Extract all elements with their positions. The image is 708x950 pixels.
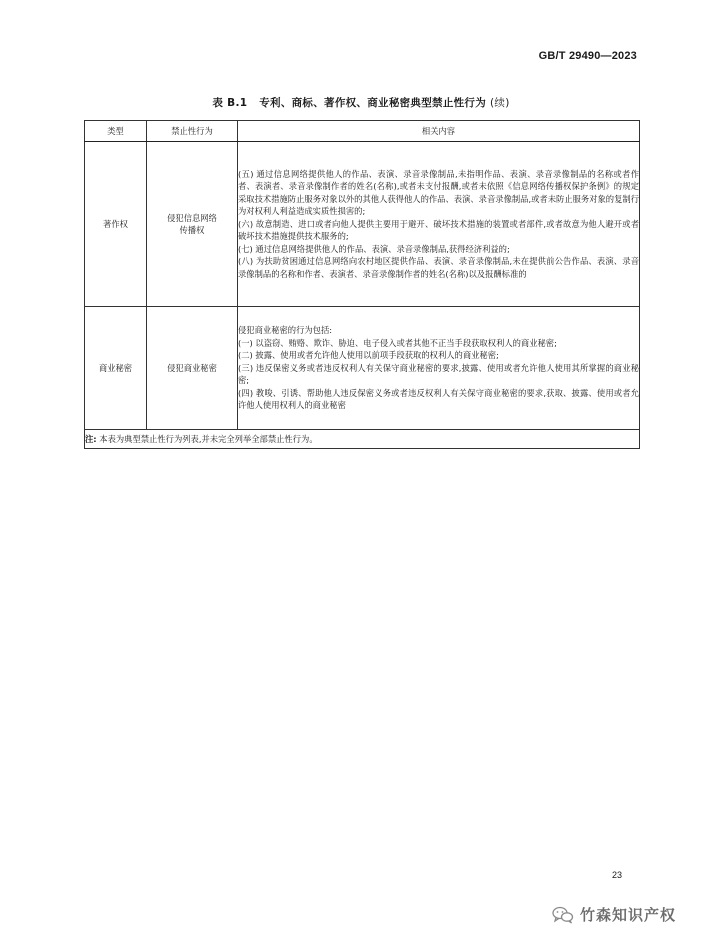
column-header-behavior: 禁止性行为 [147, 121, 238, 142]
watermark-text: 竹森知识产权 [580, 906, 677, 924]
content-item: 侵犯商业秘密的行为包括: [238, 325, 333, 336]
content-item: (四) 教唆、引诱、帮助他人违反保密义务或者违反权利人有关保守商业秘密的要求,获取、披露、使用或者允许他人使用权利人的商业秘密 [238, 387, 639, 411]
table-row-trade-secret [85, 307, 640, 430]
content-item: (二) 披露、使用或者允许他人使用以前项手段获取的权利人的商业秘密; [238, 350, 499, 361]
behavior-line: 传播权 [179, 225, 205, 235]
content-item: (七) 通过信息网络提供他人的作品、表演、录音录像制品,获得经济利益的; [238, 243, 510, 254]
page-number: 23 [612, 870, 623, 880]
column-header-content: 相关内容 [238, 121, 640, 142]
behavior-cell [147, 307, 238, 430]
note-cell [85, 430, 640, 449]
table-header-row [85, 121, 640, 142]
content-item: (五) 通过信息网络提供他人的作品、表演、录音录像制品,未指明作品、表演、录音录像制品的名称或者作者、表演者、录音录像制作者的姓名(名称),或者未支付报酬,或者未依照《信息网络传播权保护条例》的规定采取技术措施防止服务对象以外的其他人获得他人的作品、表演、录音录像制品,或者未防止服务对象的复制行为对权利人利益造成实质性损害的; [238, 168, 639, 217]
note-text: 本表为典型禁止性行为列表,并未完全列举全部禁止性行为。 [99, 433, 318, 444]
behavior-cell [147, 142, 238, 307]
type-cell: 著作权 [85, 142, 147, 307]
type-cell: 商业秘密 [85, 307, 147, 430]
table-continued-mark: (续) [490, 97, 510, 109]
content-item: (一) 以盗窃、贿赂、欺诈、胁迫、电子侵入或者其他不正当手段获取权利人的商业秘密; [238, 337, 557, 348]
column-header-type: 类型 [85, 121, 147, 142]
note-label: 注: [85, 433, 97, 444]
table-row-copyright [85, 142, 640, 307]
content-item: (六) 故意制造、进口或者向他人提供主要用于避开、破坏技术措施的装置或者部件,或者故意为他人避开或者破坏技术措施提供技术服务的; [238, 218, 639, 242]
content-cell [238, 307, 640, 430]
table-note-row [85, 430, 640, 449]
watermark [552, 904, 676, 925]
content-item: (八) 为扶助贫困通过信息网络向农村地区提供作品、表演、录音录像制品,未在提供前公告作品、表演、录音录像制品的名称和作者、表演者、录音录像制作者的姓名(名称)以及报酬标准的 [238, 256, 639, 279]
content-cell [238, 142, 640, 307]
standard-number: GB/T 29490—2023 [538, 50, 637, 62]
behavior-line: 侵犯信息网络 [167, 212, 217, 223]
table-title [84, 95, 638, 110]
table-title-text: 专利、商标、著作权、商业秘密典型禁止性行为 [259, 97, 487, 109]
table-label: 表 B.1 [212, 97, 248, 109]
behavior-line: 侵犯商业秘密 [167, 362, 217, 373]
prohibited-behaviors-table [84, 120, 640, 449]
wechat-icon [552, 906, 574, 924]
content-item: (三) 违反保密义务或者违反权利人有关保守商业秘密的要求,披露、使用或者允许他人使用其所掌握的商业秘密; [238, 362, 639, 386]
